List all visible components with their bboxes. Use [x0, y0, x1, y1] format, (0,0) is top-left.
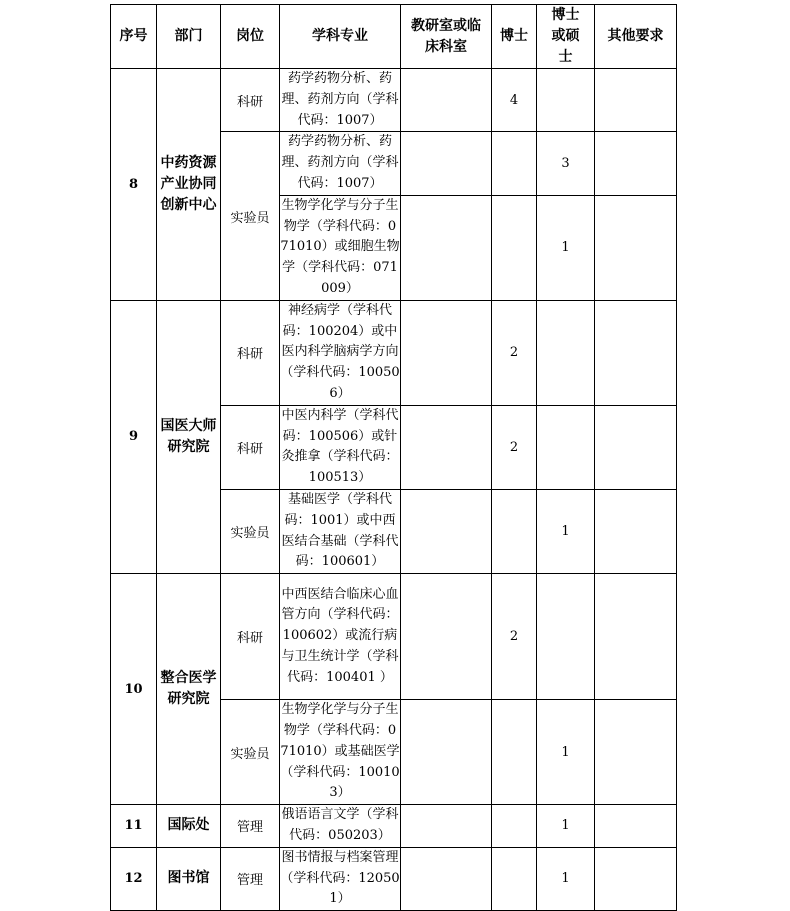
phd-or-master-cell [537, 574, 595, 700]
header-phd: 博士 [492, 5, 537, 69]
phd-cell: 2 [492, 300, 537, 405]
phd-or-master-cell: 1 [537, 489, 595, 573]
office-cell [401, 700, 492, 805]
dept-cell: 整合医学研究院 [157, 574, 221, 805]
header-phd-or-master: 博士或硕士 [537, 5, 595, 69]
header-row [111, 5, 677, 69]
position-cell: 管理 [221, 847, 280, 910]
table-row [111, 574, 677, 700]
subject-cell: 图书情报与档案管理（学科代码：120501） [280, 847, 401, 910]
other-cell [595, 132, 677, 195]
office-cell [401, 69, 492, 132]
phd-cell [492, 195, 537, 300]
seq-cell: 10 [111, 574, 157, 805]
position-cell: 实验员 [221, 489, 280, 573]
phd-cell [492, 847, 537, 910]
office-cell [401, 805, 492, 848]
header-position: 岗位 [221, 5, 280, 69]
table-row [111, 847, 677, 910]
subject-cell: 生物学化学与分子生物学（学科代码：071010）或细胞生物学（学科代码：071009） [280, 195, 401, 300]
other-cell [595, 700, 677, 805]
phd-cell [492, 489, 537, 573]
table-row [111, 69, 677, 132]
dept-cell: 图书馆 [157, 847, 221, 910]
subject-cell: 神经病学（学科代码：100204）或中医内科学脑病学方向（学科代码：100506） [280, 300, 401, 405]
dept-cell: 中药资源产业协同创新中心 [157, 69, 221, 301]
phd-cell [492, 700, 537, 805]
header-dept: 部门 [157, 5, 221, 69]
seq-cell: 11 [111, 805, 157, 848]
position-cell: 管理 [221, 805, 280, 848]
office-cell [401, 195, 492, 300]
subject-cell: 中医内科学（学科代码：100506）或针灸推拿（学科代码：100513） [280, 405, 401, 489]
phd-or-master-cell [537, 300, 595, 405]
table-row [111, 805, 677, 848]
phd-cell [492, 805, 537, 848]
dept-cell: 国医大师研究院 [157, 300, 221, 573]
position-cell: 实验员 [221, 700, 280, 805]
table-row [111, 300, 677, 405]
subject-cell: 药学药物分析、药理、药剂方向（学科代码：1007） [280, 132, 401, 195]
position-cell: 科研 [221, 574, 280, 700]
other-cell [595, 300, 677, 405]
subject-cell: 中西医结合临床心血管方向（学科代码：100602）或流行病与卫生统计学（学科代码：100401 ） [280, 574, 401, 700]
subject-cell: 俄语语言文学（学科代码：050203） [280, 805, 401, 848]
recruitment-table [110, 4, 677, 911]
phd-cell: 2 [492, 574, 537, 700]
office-cell [401, 489, 492, 573]
phd-or-master-cell: 3 [537, 132, 595, 195]
position-cell: 实验员 [221, 132, 280, 300]
dept-cell: 国际处 [157, 805, 221, 848]
office-cell [401, 574, 492, 700]
seq-cell: 12 [111, 847, 157, 910]
position-cell: 科研 [221, 69, 280, 132]
other-cell [595, 69, 677, 132]
phd-or-master-cell: 1 [537, 847, 595, 910]
subject-cell: 生物学化学与分子生物学（学科代码：071010）或基础医学（学科代码：100103） [280, 700, 401, 805]
office-cell [401, 300, 492, 405]
seq-cell: 9 [111, 300, 157, 573]
other-cell [595, 405, 677, 489]
phd-or-master-cell [537, 69, 595, 132]
header-other: 其他要求 [595, 5, 677, 69]
header-office: 教研室或临床科室 [401, 5, 492, 69]
other-cell [595, 574, 677, 700]
position-cell: 科研 [221, 300, 280, 405]
other-cell [595, 195, 677, 300]
office-cell [401, 847, 492, 910]
subject-cell: 基础医学（学科代码：1001）或中西医结合基础（学科代码：100601） [280, 489, 401, 573]
seq-cell: 8 [111, 69, 157, 301]
phd-or-master-cell: 1 [537, 195, 595, 300]
other-cell [595, 489, 677, 573]
phd-cell [492, 132, 537, 195]
phd-cell: 4 [492, 69, 537, 132]
phd-or-master-cell [537, 405, 595, 489]
subject-cell: 药学药物分析、药理、药剂方向（学科代码：1007） [280, 69, 401, 132]
header-seq: 序号 [111, 5, 157, 69]
phd-or-master-cell: 1 [537, 700, 595, 805]
position-cell: 科研 [221, 405, 280, 489]
other-cell [595, 805, 677, 848]
office-cell [401, 405, 492, 489]
phd-cell: 2 [492, 405, 537, 489]
phd-or-master-cell: 1 [537, 805, 595, 848]
header-subject: 学科专业 [280, 5, 401, 69]
other-cell [595, 847, 677, 910]
office-cell [401, 132, 492, 195]
